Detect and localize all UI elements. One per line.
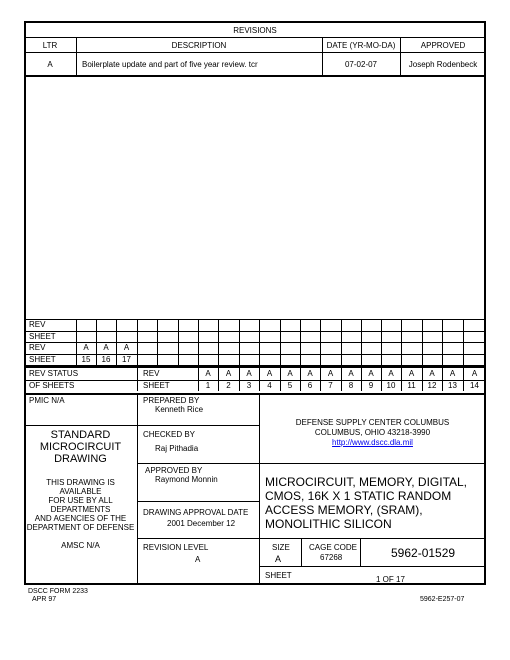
checked-by-name: Raj Pithadia: [155, 444, 199, 453]
status-rev-value: A: [408, 369, 415, 378]
revision-approved-by: Joseph Rodenbeck: [408, 60, 478, 69]
divider: [24, 75, 486, 77]
drawing-title-line: MONOLITHIC SILICON: [265, 517, 392, 531]
status-sheet-number: 2: [226, 380, 231, 390]
cage-code-label: CAGE CODE: [309, 543, 358, 552]
divider: [360, 538, 361, 566]
col-date-header: DATE (YR-MO-DA): [326, 41, 396, 50]
divider: [157, 319, 158, 365]
sheet-value: 16: [101, 354, 111, 364]
revision-description: Boilerplate update and part of five year review. tcr: [82, 60, 258, 69]
approved-by-label: APPROVED BY: [145, 466, 203, 475]
divider: [76, 37, 77, 75]
availability-line: THIS DRAWING IS: [46, 478, 115, 487]
size-label: SIZE: [272, 543, 290, 552]
drawing-number: 5962-01529: [391, 546, 456, 560]
divider: [137, 319, 138, 365]
drawing-title-line: MICROCIRCUIT, MEMORY, DIGITAL,: [265, 475, 468, 489]
divider: [137, 538, 486, 539]
status-rev-value: A: [266, 369, 273, 378]
prepared-by-label: PREPARED BY: [143, 396, 200, 405]
status-rev-value: A: [287, 369, 293, 378]
divider: [239, 319, 240, 365]
rev-value: A: [83, 343, 89, 352]
status-rev-value: A: [388, 369, 394, 378]
of-sheets-label: OF SHEETS: [29, 380, 75, 390]
divider: [137, 501, 259, 502]
agency-name: DEFENSE SUPPLY CENTER COLUMBUS: [295, 418, 450, 427]
rev-value: A: [103, 343, 109, 352]
status-rev-value: A: [205, 369, 211, 378]
standard-title-line: DRAWING: [54, 453, 107, 465]
divider: [320, 319, 321, 365]
status-rev-value: A: [307, 369, 313, 378]
availability-line: AND AGENCIES OF THE: [34, 514, 127, 523]
grid-row-label: REV: [29, 343, 46, 352]
revision-ltr: A: [47, 60, 53, 69]
availability-line: FOR USE BY ALL: [48, 496, 113, 505]
sheet-label: SHEET: [265, 571, 292, 580]
sheet-value: 15: [81, 354, 91, 364]
availability-line: AVAILABLE: [59, 487, 102, 496]
form-date: APR 97: [32, 596, 57, 603]
cage-code-value: 67268: [320, 553, 343, 562]
divider: [137, 393, 138, 585]
sheet-of-count: 1 OF 17: [376, 575, 405, 584]
status-sheet-number: 13: [448, 380, 457, 390]
standard-title-line: MICROCIRCUIT: [39, 441, 122, 453]
prepared-by-name: Kenneth Rice: [155, 405, 204, 414]
divider: [24, 366, 486, 368]
status-sheet-number: 6: [307, 380, 313, 390]
divider: [24, 37, 486, 38]
divider: [24, 393, 486, 395]
revision-level-label: REVISION LEVEL: [143, 543, 209, 552]
agency-address: COLUMBUS, OHIO 43218-3990: [314, 428, 431, 437]
divider: [24, 319, 486, 320]
divider: [401, 319, 402, 365]
status-sheet-number: 14: [470, 380, 479, 390]
form-number: DSCC FORM 2233: [28, 588, 88, 595]
divider: [442, 319, 443, 365]
checked-by-label: CHECKED BY: [143, 430, 196, 439]
pmic-label: PMIC N/A: [29, 396, 65, 405]
divider: [24, 331, 486, 332]
divider: [178, 319, 179, 365]
size-value: A: [275, 554, 282, 564]
status-rev-value: A: [225, 369, 232, 378]
divider: [218, 319, 219, 365]
status-rev-value: A: [449, 369, 456, 378]
document-number: 5962-E257-07: [420, 596, 465, 603]
status-sheet-number: 3: [246, 380, 252, 390]
divider: [24, 425, 259, 426]
divider: [24, 52, 486, 53]
status-sheet-number: 1: [205, 380, 211, 390]
divider: [422, 319, 423, 365]
drawing-title-line: CMOS, 16K X 1 STATIC RANDOM: [265, 489, 452, 503]
divider: [463, 319, 464, 365]
grid-row-label: SHEET: [29, 354, 56, 364]
revisions-heading: REVISIONS: [233, 26, 277, 35]
col-ltr-header: LTR: [42, 41, 58, 50]
status-sheet-number: 11: [407, 380, 416, 390]
status-sheet-number: 10: [386, 380, 396, 390]
divider: [381, 319, 382, 365]
availability-line: DEPARTMENTS: [50, 505, 111, 514]
status-sheet-number: 12: [427, 380, 437, 390]
approval-date-label: DRAWING APPROVAL DATE: [143, 508, 249, 517]
sheet-label: SHEET: [143, 380, 170, 390]
approval-date: 2001 December 12: [167, 519, 236, 528]
status-sheet-number: 7: [328, 380, 333, 390]
status-rev-value: A: [471, 369, 478, 378]
agency-website-link[interactable]: http://www.dscc.dla.mil: [332, 438, 413, 447]
standard-title-line: STANDARD: [50, 429, 111, 441]
divider: [259, 566, 486, 567]
grid-row-label: SHEET: [29, 331, 56, 341]
status-sheet-number: 5: [287, 380, 293, 390]
divider: [137, 463, 486, 464]
divider: [301, 538, 302, 566]
col-approved-header: APPROVED: [420, 41, 466, 50]
rev-status-label: REV STATUS: [29, 369, 79, 378]
status-rev-value: A: [246, 369, 252, 378]
sheet-value: 17: [122, 354, 131, 364]
status-rev-value: A: [368, 369, 374, 378]
revision-date: 07-02-07: [344, 60, 378, 69]
divider: [280, 319, 281, 365]
drawing-title-line: ACCESS MEMORY, (SRAM),: [265, 503, 423, 517]
approved-by-name: Raymond Monnin: [155, 475, 218, 484]
divider: [259, 319, 260, 365]
status-rev-value: A: [327, 369, 334, 378]
rev-label: REV: [143, 369, 160, 378]
revision-level: A: [195, 555, 201, 564]
status-sheet-number: 9: [368, 380, 374, 390]
status-rev-value: A: [429, 369, 435, 378]
status-sheet-number: 4: [267, 380, 272, 390]
divider: [361, 319, 362, 365]
divider: [198, 319, 199, 365]
divider: [300, 319, 301, 365]
divider: [341, 319, 342, 365]
status-rev-value: A: [348, 369, 354, 378]
grid-row-label: REV: [29, 320, 46, 329]
col-description-header: DESCRIPTION: [171, 41, 227, 50]
rev-value: A: [123, 343, 130, 352]
amsc-label: AMSC N/A: [61, 541, 100, 550]
status-sheet-number: 8: [348, 380, 354, 390]
divider: [137, 368, 138, 391]
availability-line: DEPARTMENT OF DEFENSE: [26, 523, 135, 532]
